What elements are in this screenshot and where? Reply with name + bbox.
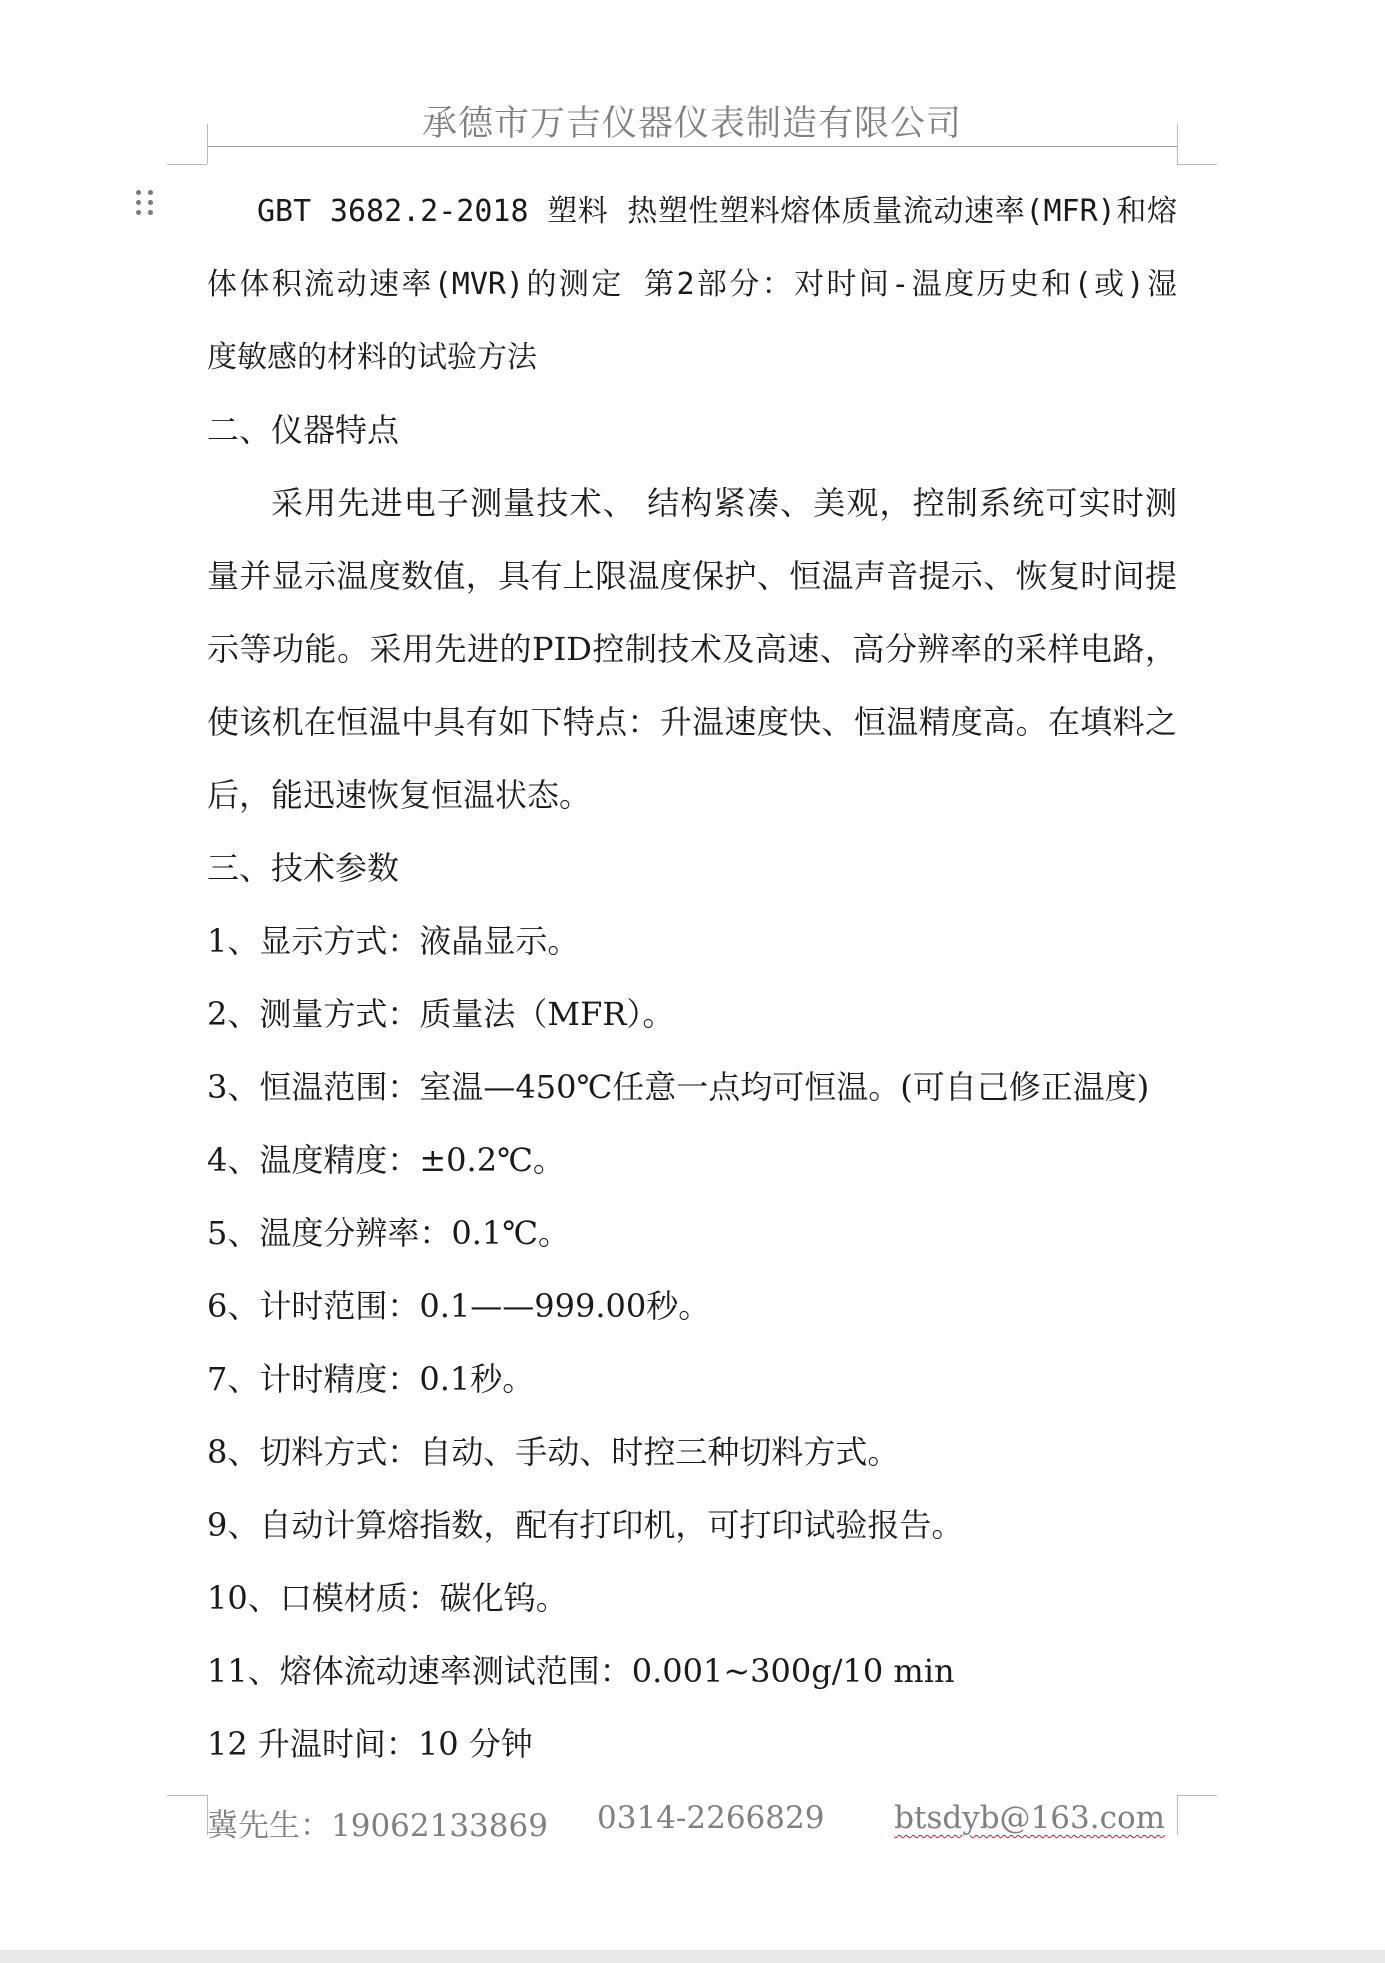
- features-line-2: 量并显示温度数值，具有上限温度保护、恒温声音提示、恢复时间提: [207, 557, 1177, 595]
- spec-item-11: 11、熔体流动速率测试范围：0.001~300g/10 min: [207, 1652, 955, 1690]
- title-line-3: 度敏感的材料的试验方法: [207, 340, 537, 375]
- spec-item-7: 7、计时精度：0.1秒。: [207, 1360, 535, 1398]
- spec-item-10: 10、口模材质：碳化钨。: [207, 1579, 568, 1617]
- crop-mark-top-right-vertical: [1177, 124, 1178, 164]
- crop-mark-top-left-vertical: [207, 124, 208, 164]
- document-body: [207, 175, 1177, 1781]
- drag-handle-icon[interactable]: [136, 190, 154, 216]
- section-heading-specs: 三、技术参数: [207, 849, 400, 887]
- crop-mark-bottom-right: [1177, 1795, 1217, 1796]
- spec-item-8: 8、切料方式：自动、手动、时控三种切料方式。: [207, 1433, 900, 1471]
- section-heading-features: 二、仪器特点: [207, 411, 400, 449]
- features-line-3: 示等功能。采用先进的PID控制技术及高速、高分辨率的采样电路，: [207, 630, 1177, 668]
- crop-mark-top-left: [167, 164, 207, 165]
- crop-mark-bottom-left: [167, 1795, 207, 1796]
- header-company-name: 承德市万吉仪器仪表制造有限公司: [421, 104, 962, 144]
- spec-item-4: 4、温度精度：±0.2℃。: [207, 1141, 565, 1179]
- spec-item-6: 6、计时范围：0.1——999.00秒。: [207, 1287, 711, 1325]
- crop-mark-bottom-right-vertical: [1177, 1795, 1178, 1835]
- spec-item-2: 2、测量方式：质量法（MFR）。: [207, 995, 675, 1033]
- footer-phone: 0314-2266829: [597, 1800, 825, 1836]
- features-line-5: 后，能迅速恢复恒温状态。: [207, 776, 592, 814]
- spec-item-5: 5、温度分辨率：0.1℃。: [207, 1214, 571, 1252]
- features-line-1: 采用先进电子测量技术、 结构紧凑、美观，控制系统可实时测: [271, 484, 1177, 522]
- title-line-2: 体体积流动速率(MVR)的测定 第2部分：对时间-温度历史和(或)湿: [207, 267, 1177, 302]
- spec-item-9: 9、自动计算熔指数，配有打印机，可打印试验报告。: [207, 1506, 964, 1544]
- spec-item-12: 12 升温时间：10 分钟: [207, 1725, 533, 1763]
- footer-email[interactable]: btsdyb@163.com: [894, 1800, 1165, 1836]
- spec-item-3: 3、恒温范围：室温—450℃任意一点均可恒温。(可自己修正温度): [207, 1068, 1150, 1106]
- title-line-1: GBT 3682.2-2018 塑料 热塑性塑料熔体质量流动速率(MFR)和熔: [257, 194, 1177, 229]
- crop-mark-top-right: [1177, 164, 1217, 165]
- features-line-4: 使该机在恒温中具有如下特点：升温速度快、恒温精度高。在填料之: [207, 703, 1177, 741]
- spec-item-1: 1、显示方式：液晶显示。: [207, 922, 580, 960]
- page-footer: [207, 1800, 1177, 1848]
- page-bottom-edge: [0, 1950, 1385, 1963]
- header-rule: [207, 146, 1177, 147]
- footer-contact: 冀先生：19062133869: [207, 1808, 548, 1844]
